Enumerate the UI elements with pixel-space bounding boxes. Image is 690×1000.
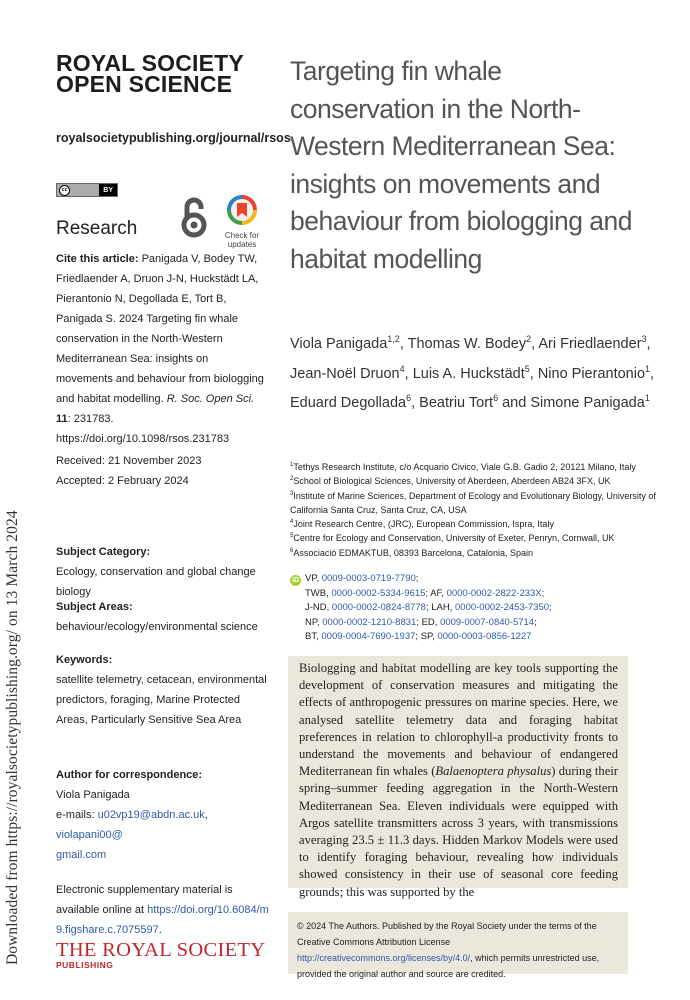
cite-doi-link[interactable]: https://doi.org/10.1098/rsos.231783 <box>56 433 230 445</box>
author-separator: , <box>529 365 538 382</box>
download-notice: Downloaded from https://royalsocietypublishing.org/ on 13 March 2024 <box>4 510 21 965</box>
author-separator: , <box>404 365 413 382</box>
email-link-2-cont[interactable]: gmail.com <box>56 849 107 861</box>
affiliation-list <box>290 460 660 560</box>
emails-label: e-mails: <box>56 809 95 821</box>
author-affiliation-mark: 1,2 <box>387 334 400 345</box>
author <box>408 336 539 352</box>
orcid-separator: ; <box>425 587 429 599</box>
author-affiliation-mark: 6 <box>406 393 412 404</box>
orcid-link[interactable]: 0000-0003-0856-1227 <box>437 631 532 642</box>
author-separator: and <box>498 395 531 411</box>
affiliation <box>290 460 660 474</box>
author <box>290 395 419 411</box>
article-title: Targeting fin whale conservation in the North-Western Mediterranean Sea: insights on movements and behaviour from biologging and habitat modelling <box>290 56 633 274</box>
affiliation-number: 3 <box>290 490 294 497</box>
publisher-name: THE ROYAL SOCIETY <box>56 939 266 961</box>
author-name: Ari Friedlaender <box>538 336 642 352</box>
cc-license-badge[interactable] <box>56 183 118 197</box>
orcid-link[interactable]: 0000-0002-5334-9615 <box>331 587 426 599</box>
orcid-separator: ; <box>415 631 419 642</box>
orcid-link[interactable]: 0000-0002-2453-7350 <box>455 602 550 613</box>
cite-volume: 11 <box>56 413 68 425</box>
affiliation-text: Institute of Marine Sciences, Department of Ecology and Evolutionary Biology, University of California Santa Cruz, Santa Cruz, CA, USA <box>290 490 656 515</box>
affiliation <box>290 517 660 531</box>
keywords <box>56 650 271 730</box>
citation-block <box>56 249 266 449</box>
orcid-initials: TWB <box>305 587 327 599</box>
accepted-date: Accepted: 2 February 2024 <box>56 475 189 487</box>
abstract-text-2: ) during their spring–summer feeding aggregation in the North-Western Mediterranean Sea. Eleven individuals were equipped with Argos satellite transmitters across 3 years, with transmissions averaging 23.5 ± 11.3 days. Hidden Markov Models were used to identify foraging behaviour, revealing how individuals showed consistency in their use of seasonal core feeding grounds; this was supported by the <box>299 764 618 899</box>
correspondence-heading: Author for correspondence: <box>56 769 203 781</box>
publisher-sub: PUBLISHING <box>56 960 114 970</box>
orcid-initials: BT <box>305 631 317 642</box>
affiliation <box>290 546 660 560</box>
affiliation-text: Centre for Ecology and Conservation, University of Exeter, Penryn, Cornwall, UK <box>293 533 615 544</box>
journal-name-line2: OPEN SCIENCE <box>56 71 233 97</box>
author-list <box>290 330 660 419</box>
subject-areas <box>56 597 266 637</box>
license-text-2: , which permits unrestricted use, provided the original author and source are credited. <box>297 953 600 979</box>
orcid-initials: AF <box>430 587 442 599</box>
orcid-link[interactable]: 0009-0003-0719-7790 <box>321 573 416 584</box>
affiliation-number: 1 <box>290 462 294 468</box>
author-separator: , <box>531 336 539 352</box>
check-for-updates-button[interactable] <box>222 195 262 249</box>
cc-icon: cc <box>59 185 70 196</box>
affiliation-text: Associació EDMAKTUB, 08393 Barcelona, Catalonia, Spain <box>293 547 533 558</box>
author-affiliation-mark: 1 <box>645 363 651 374</box>
orcid-separator: ; <box>416 616 419 628</box>
author-affiliation-mark: 5 <box>524 363 530 374</box>
license-box <box>288 912 628 979</box>
author-name: Luis A. Huckstädt <box>412 365 525 382</box>
esm-text: Electronic supplementary material is available online at <box>56 884 233 916</box>
orcid-icon: iD <box>292 577 299 584</box>
journal-name[interactable] <box>56 50 256 97</box>
affiliation-number: 5 <box>290 533 294 540</box>
abstract-box <box>288 656 628 899</box>
orcid-initials: NP <box>305 616 317 628</box>
email-link-1[interactable]: u02vp19@abdn.ac.uk <box>97 809 205 821</box>
affiliation-text: Tethys Research Institute, c/o Acquario Civico, Viale G.B. Gadio 2, 20121 Milano, Italy <box>293 462 636 472</box>
journal-url-link[interactable]: royalsocietypublishing.org/journal/rsos <box>56 131 291 145</box>
affiliation-number: 2 <box>290 476 294 483</box>
author-name: Eduard Degollada <box>290 395 407 411</box>
orcid-separator: ; <box>549 602 552 613</box>
orcid-separator: ; <box>534 616 537 628</box>
author-separator: , <box>646 336 651 352</box>
cite-article-no: : 231783. <box>67 413 114 425</box>
author-affiliation-mark: 6 <box>493 393 499 404</box>
author-name: Viola Panigada <box>290 336 388 352</box>
author-separator: , <box>399 336 408 352</box>
orcid-line: iD VP, 0009-0003-0719-7790; <box>292 573 419 584</box>
author-name: Jean-Noël Druon <box>290 365 400 382</box>
author-separator: , <box>411 395 420 411</box>
author-name: Thomas W. Bodey <box>407 336 527 352</box>
article-type: Research <box>56 218 138 239</box>
check-updates-label-2: updates <box>227 240 257 249</box>
orcid-initials: VP <box>305 573 317 584</box>
affiliation-number: 6 <box>290 547 294 554</box>
author-affiliation-mark: 1 <box>644 393 650 404</box>
check-updates-icon <box>227 195 257 225</box>
dates-block <box>56 451 266 491</box>
author <box>419 395 530 411</box>
orcid-initials: LAH <box>431 602 450 613</box>
author-correspondence: Author for correspondence: Viola Panigada e-mails: u02vp19@abdn.ac.uk, violapani00@ gmail.com <box>56 765 266 865</box>
orcid-separator: ; <box>541 587 545 599</box>
author-name: Simone Panigada <box>530 395 645 411</box>
abstract-species: Balaenoptera physalus <box>435 764 552 779</box>
affiliation <box>290 474 660 488</box>
email-link-2[interactable]: violapani00@ <box>56 829 123 841</box>
orcid-link[interactable]: 0009-0007-0840-5714 <box>440 616 535 628</box>
subject-areas-text: behaviour/ecology/environmental science <box>56 621 258 633</box>
author-separator: , <box>650 365 655 382</box>
affiliation <box>290 531 660 545</box>
subject-category <box>56 542 266 602</box>
abstract-text-1: Biologging and habitat modelling are key tools supporting the development of conservation measures and mitigating the effects of anthropogenic pressures on marine species. Here, we analysed satellite telemetry data and foraging habitat preferences in relation to chlorophyll-a productivity fronts to understand the movements and behaviour of endangered Mediterranean fin whales ( <box>299 661 618 779</box>
orcid-line: TWB, 0000-0002-5334-9615; AF, 0000-0002-2822-233X; <box>305 587 545 599</box>
license-link[interactable]: http://creativecommons.org/licenses/by/4.0/ <box>297 953 471 963</box>
orcid-initials: ED <box>421 616 435 628</box>
cc-by-label: BY <box>99 184 117 196</box>
orcid-link[interactable]: 0000-0002-2822-233X <box>446 587 542 599</box>
esm-link[interactable]: https://doi.org/10.6084/m9.figshare.c.7075597 <box>56 904 269 936</box>
author-name: Beatriu Tort <box>419 395 494 411</box>
subject-areas-heading: Subject Areas: <box>56 601 133 613</box>
cite-label: Cite this article: <box>56 253 139 265</box>
author <box>537 363 655 382</box>
affiliation-number: 4 <box>290 519 294 526</box>
subject-category-heading: Subject Category: <box>56 546 151 558</box>
author <box>290 363 413 382</box>
open-access-icon <box>180 195 208 244</box>
keywords-heading: Keywords: <box>56 654 113 666</box>
author-name: Nino Pierantonio <box>537 365 646 382</box>
author-affiliation-mark: 4 <box>399 363 405 374</box>
orcid-line: J-ND, 0000-0002-0824-8778; LAH, 0000-0002-2453-7350; <box>305 602 552 613</box>
orcid-line: BT, 0009-0004-7690-1937; SP, 0000-0003-0856-1227 <box>305 631 532 642</box>
cite-journal: R. Soc. Open Sci. <box>166 393 255 405</box>
orcid-link[interactable]: 0000-0002-1210-8831 <box>322 616 417 628</box>
author <box>530 395 650 411</box>
subject-category-text: Ecology, conservation and global change biology <box>56 566 256 598</box>
orcid-list <box>290 572 660 645</box>
keywords-text: satellite telemetry, cetacean, environmental predictors, foraging, Marine Protected Areas, Particularly Sensitive Sea Area <box>56 674 267 726</box>
cite-text: Panigada V, Bodey TW, Friedlaender A, Druon J-N, Huckstädt LA, Pierantonio N, Degollada E, Tort B, Panigada S. 2024 Targeting fin whale conservation in the North-Western Mediterranean Sea: insights on movements and behaviour from biologging and habitat modelling. <box>56 253 264 405</box>
orcid-link[interactable]: 0009-0004-7690-1937 <box>321 631 416 642</box>
author <box>290 336 408 352</box>
correspondence-name: Viola Panigada <box>56 789 130 801</box>
supplementary-material: Electronic supplementary material is available online at https://doi.org/10.6084/m9.figshare.c.7075597. <box>56 884 269 936</box>
author <box>538 336 650 352</box>
author-affiliation-mark: 2 <box>526 334 532 345</box>
author-affiliation-mark: 3 <box>641 334 647 345</box>
publisher-logo[interactable] <box>56 940 265 970</box>
author <box>412 363 538 382</box>
orcid-link[interactable]: 0000-0002-0824-8778 <box>331 602 426 613</box>
affiliation-text: Joint Research Centre, (JRC), European Commission, Ispra, Italy <box>293 519 554 530</box>
orcid-initials: J-ND <box>305 602 327 613</box>
orcid-separator: ; <box>415 573 419 584</box>
received-date: Received: 21 November 2023 <box>56 455 202 467</box>
journal-name-line1: ROYAL SOCIETY <box>56 50 244 76</box>
affiliation <box>290 489 660 518</box>
orcid-initials: SP <box>420 631 433 642</box>
affiliation-text: School of Biological Sciences, University of Aberdeen, Aberdeen AB24 3FX, UK <box>293 476 611 487</box>
check-updates-label-1: Check for <box>224 231 260 240</box>
orcid-separator: ; <box>425 602 429 613</box>
license-text-1: © 2024 The Authors. Published by the Royal Society under the terms of the Creative Commons Attribution License <box>297 921 597 947</box>
orcid-line: NP, 0000-0002-1210-8831; ED, 0009-0007-0840-5714; <box>305 616 537 628</box>
